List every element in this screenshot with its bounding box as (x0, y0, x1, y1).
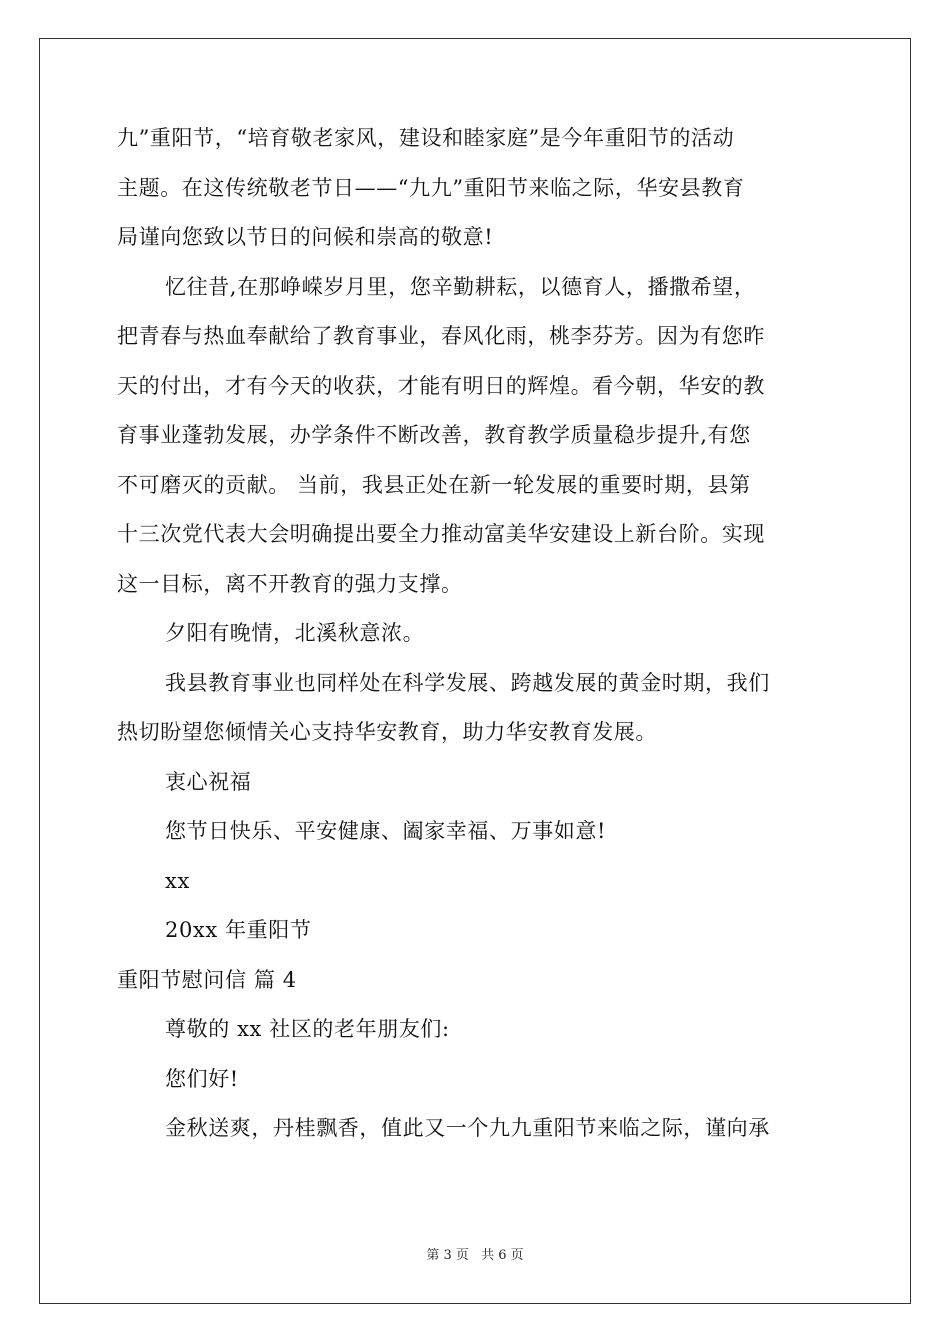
text-line-13: 热切盼望您倾情关心支持华安教育，助力华安教育发展。 (117, 720, 657, 744)
text-line-10: 这一目标，离不开教育的强力支撑。 (117, 571, 463, 596)
text-line-15: 您节日快乐、平安健康、阖家幸福、万事如意! (165, 819, 607, 843)
text-line-21: 金秋送爽，丹桂飘香，值此又一个九九重阳节来临之际，谨向承 (165, 1116, 770, 1140)
document-body (117, 125, 837, 1165)
text-line-7: 育事业蓬勃发展，办学条件不断改善，教育教学质量稳步提升,有您 (117, 423, 751, 447)
page-number: 第 3 页 (426, 1248, 469, 1263)
text-line-6: 天的付出，才有今天的收获，才能有明日的辉煌。看今朝，华安的教 (117, 373, 765, 398)
text-line-20: 您们好! (165, 1066, 239, 1091)
text-line-3: 局谨向您致以节日的问候和崇高的敬意! (117, 225, 494, 249)
text-line-4: 忆往昔,在那峥嵘岁月里，您辛勤耕耘，以德育人，播撒希望， (165, 274, 756, 299)
page-footer (0, 1248, 950, 1264)
text-line-19: 尊敬的 xx 社区的老年朋友们: (165, 1017, 450, 1041)
text-line-12: 我县教育事业也同样处在科学发展、跨越发展的黄金时期，我们 (165, 670, 770, 695)
section-heading: 重阳节慰问信 篇 4 (117, 967, 297, 992)
text-line-17: 20xx 年重阳节 (165, 918, 312, 942)
text-line-8: 不可磨灭的贡献。 当前，我县正处在新一轮发展的重要时期，县第 (117, 472, 751, 497)
text-line-11: 夕阳有晚情，北溪秋意浓。 (165, 621, 425, 645)
text-line-5: 把青春与热血奉献给了教育事业，春风化雨，桃李芬芳。因为有您昨 (117, 324, 765, 348)
text-line-9: 十三次党代表大会明确提出要全力推动富美华安建设上新台阶。实现 (117, 522, 765, 546)
page-total: 共 6 页 (481, 1248, 524, 1263)
text-line-2: 主题。在这传统敬老节日——“九九”重阳节来临之际，华安县教育 (117, 175, 745, 200)
text-line-16: xx (165, 868, 190, 893)
text-line-14: 衷心祝福 (165, 769, 252, 794)
text-line-1: 九”重阳节，“培育敬老家风，建设和睦家庭”是今年重阳节的活动 (117, 126, 735, 150)
